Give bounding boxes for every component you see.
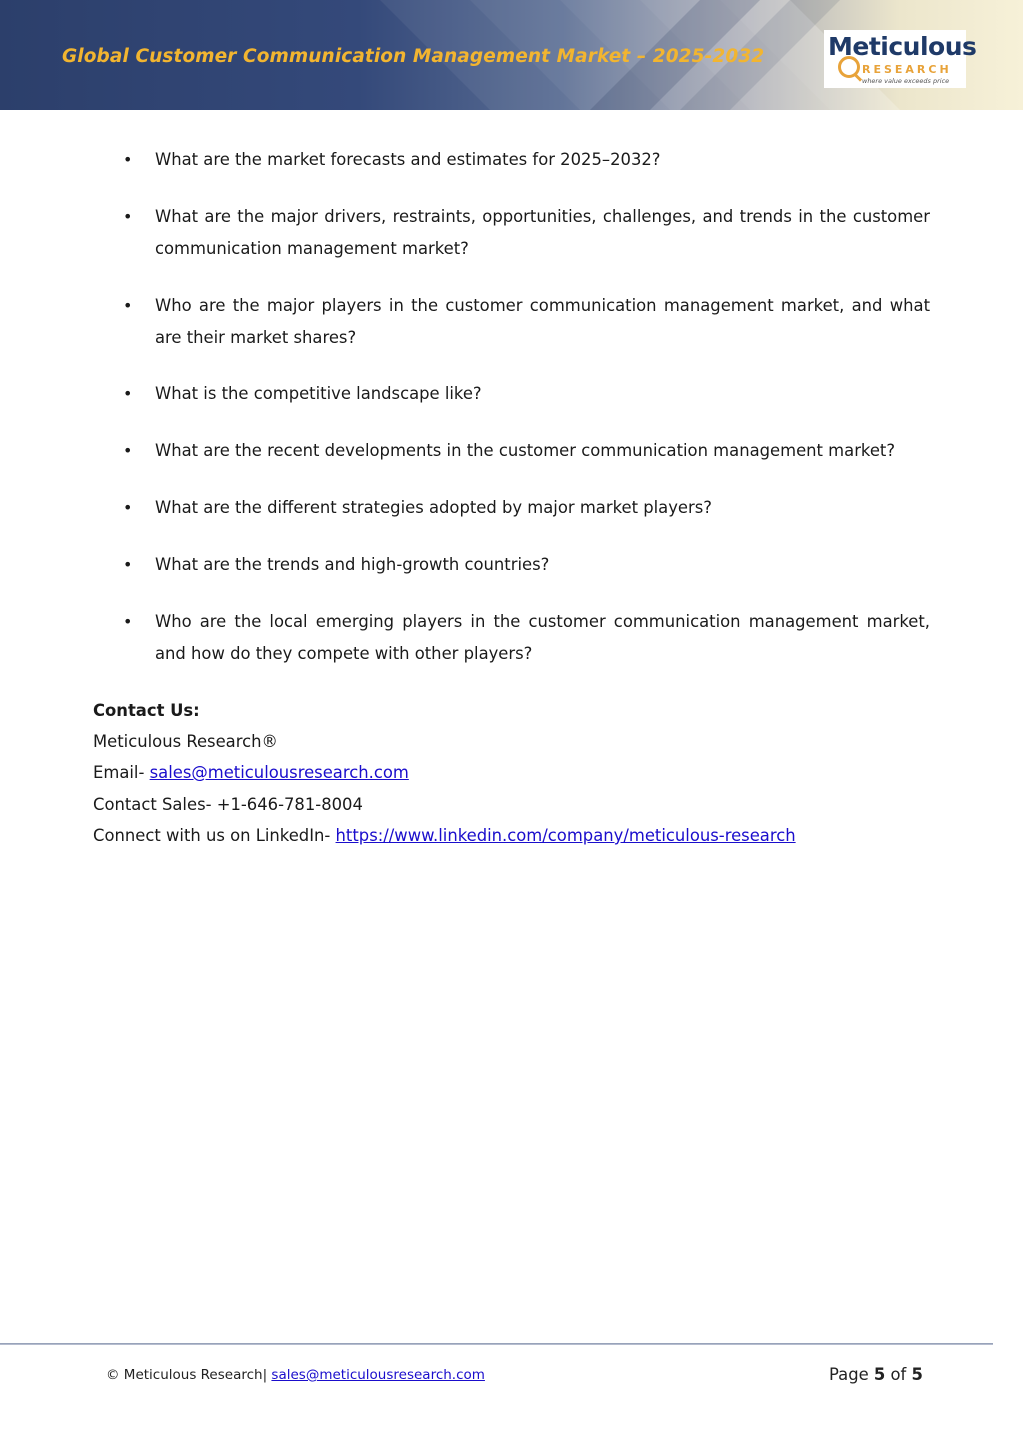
bullet-icon: • [123, 384, 133, 403]
bullet-icon: • [123, 150, 133, 169]
list-item [123, 549, 930, 581]
list-item-text: What are the market forecasts and estimates for 2025–2032? [155, 150, 661, 169]
list-item [123, 492, 930, 524]
bullet-icon: • [123, 296, 133, 315]
logo-tagline: where value exceeds price [862, 77, 950, 85]
list-item [123, 378, 930, 410]
list-item-text: Who are the local emerging players in the customer communication management market, and how do they compete with other players? [155, 612, 930, 663]
page-total: 5 [911, 1365, 923, 1384]
list-item [123, 201, 930, 264]
page-current: 5 [873, 1365, 886, 1384]
list-item-text: Who are the major players in the customer communication management market, and what are their market shares? [155, 296, 930, 347]
list-item-text: What is the competitive landscape like? [155, 384, 482, 403]
list-item [123, 290, 930, 353]
contact-company: Meticulous Research® [93, 732, 278, 751]
footer-email-link[interactable]: sales@meticulousresearch.com [271, 1367, 485, 1383]
bullet-icon: • [123, 612, 133, 631]
page-mid: of [885, 1365, 912, 1384]
contact-sales: Contact Sales- +1-646-781-8004 [93, 795, 363, 814]
footer-copyright [106, 1367, 485, 1383]
page-header [0, 0, 1023, 110]
list-item-text: What are the recent developments in the customer communication management market? [155, 441, 896, 460]
meticulous-research-logo [824, 30, 977, 88]
contact-email-line [93, 757, 409, 789]
copyright-text: © Meticulous Research| [106, 1367, 272, 1383]
email-label: Email- [93, 763, 150, 782]
footer-divider [0, 1343, 993, 1345]
linkedin-label: Connect with us on LinkedIn- [93, 826, 336, 845]
contact-heading [93, 695, 200, 727]
bullet-icon: • [123, 498, 133, 517]
list-item [123, 606, 930, 669]
bullet-icon: • [123, 207, 133, 226]
logo-wordmark: Meticulous [828, 32, 977, 61]
email-link[interactable]: sales@meticulousresearch.com [149, 763, 409, 782]
list-item [123, 435, 930, 467]
page-prefix: Page [829, 1365, 874, 1384]
list-item [123, 144, 930, 176]
report-title: Global Customer Communication Management Market – 2025-2032 [62, 46, 765, 67]
contact-linkedin-line [93, 820, 796, 852]
logo-subtitle: RESEARCH [862, 63, 952, 76]
contact-heading-text: Contact Us: [93, 701, 200, 720]
page-number [829, 1365, 923, 1384]
list-item-text: What are the different strategies adopted by major market players? [155, 498, 712, 517]
list-item-text: What are the major drivers, restraints, opportunities, challenges, and trends in the customer communication management market? [155, 207, 930, 258]
bullet-icon: • [123, 555, 133, 574]
list-item-text: What are the trends and high-growth countries? [155, 555, 550, 574]
bullet-icon: • [123, 441, 133, 460]
linkedin-link[interactable]: https://www.linkedin.com/company/meticulous-research [335, 826, 796, 845]
